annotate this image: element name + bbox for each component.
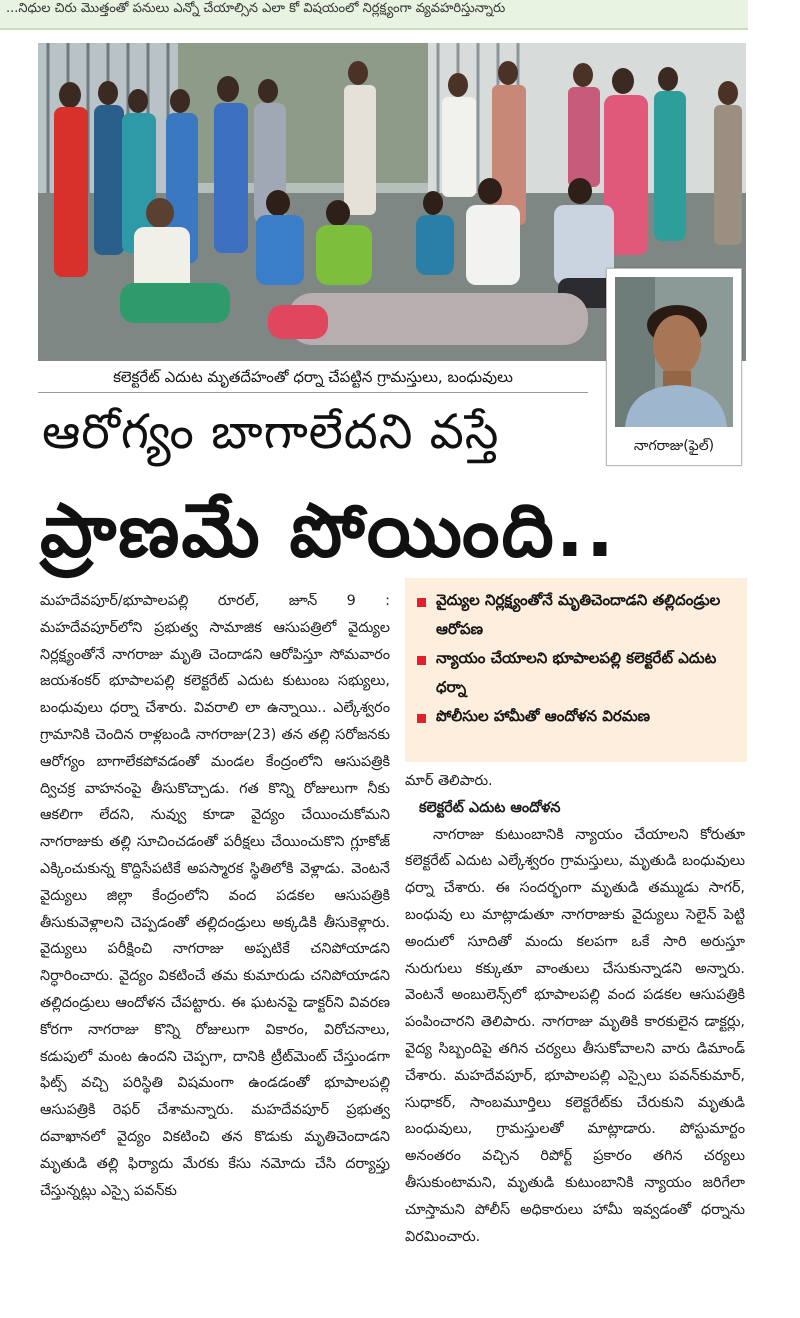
highlight-item (417, 586, 737, 644)
previous-article-strip: ...నిధుల చిరు మొత్తంతో పనులు ఎన్నో చేయాల్సిన ఎలా కో విషయంలో నిర్లక్ష్యంగా వ్యవహరిస్తున్నారు (0, 0, 748, 30)
photo-caption: కలెక్టరేట్ ఎదుట మృతదేహంతో ధర్నా చేపట్టిన గ్రామస్తులు, బంధువులు (38, 362, 588, 393)
article-right-column (405, 768, 745, 1298)
highlights-box (405, 578, 747, 762)
bullet-icon (417, 656, 426, 665)
victim-photo (615, 277, 733, 427)
article-left-column (40, 588, 390, 1298)
victim-inset (606, 268, 742, 466)
highlight-text: వైద్యుల నిర్లక్ష్యంతోనే మృతిచెందాడని తల్లిదండ్రుల ఆరోపణ (436, 591, 721, 638)
article-subheading: కలెక్టరేట్ ఎదుట ఆందోళన (419, 799, 561, 816)
highlight-text: న్యాయం చేయాలని భూపాలపల్లి కలెక్టరేట్ ఎదుట ధర్నా (436, 649, 717, 696)
article-paragraph: నాగరాజు కుటుంబానికి న్యాయం చేయాలని కోరుతూ కలెక్టరేట్ ఎదుట ఎల్కేశ్వరం గ్రామస్తులు, మృతుడి బంధువులు ధర్నా చేశారు. ఈ సందర్భంగా మృతుడి తమ్ముడు సాగర్, బంధువు లు మాట్లాడుతూ నాగరాజుకు వైద్యులు సెలైన్ పెట్టి అందులో సూదితో మందు కలపగా ఒకే సారి అరుస్తూ నురుగులు కక్కుతూ వాంతులు చేసుకున్నాడని అన్నారు. వెంటనే అంబులెన్స్‌లో భూపాలపల్లి వంద పడకల ఆసుపత్రికి పంపించారని తెలిపారు. నాగరాజు మృతికి కారకులైన డాక్టర్లు, వైద్య సిబ్బందిపై తగిన చర్యలు తీసుకోవాలని వారు డిమాండ్ చేశారు. మహదేవపూర్, భూపాలపల్లి ఎస్సైలు పవన్‌కుమార్, సుధాకర్, సాంబమూర్తిలు కలెక్టరేట్‌కు చేరుకుని మృతుడి బంధువులు, గ్రామస్తులతో మాట్లాడారు. పోస్టుమార్టం అనంతరం వచ్చిన రిపోర్ట్ ప్రకారం తగిన చర్యలు తీసుకుంటామని, మృతుడి కుటుంబానికి న్యాయం జరిగేలా చూస్తామని పోలీస్ అధికారులు హామీ ఇవ్వడంతో ధర్నాను విరమించారు. (405, 826, 745, 1245)
headline-line-2: ప్రాణమే పోయింది.. (40, 488, 616, 574)
inset-caption: నాగరాజు(ఫైల్) (633, 438, 715, 454)
highlight-item (417, 644, 737, 702)
bullet-icon (417, 714, 426, 723)
highlight-text: పోలీసుల హామీతో ఆందోళన విరమణ (436, 707, 651, 725)
headline-line-1: ఆరోగ్యం బాగాలేదని వస్తే (42, 404, 500, 460)
highlight-item (417, 702, 737, 731)
article-paragraph: మహదేవపూర్/భూపాలపల్లి రూరల్, జూన్ 9 : మహదేవపూర్‌లోని ప్రభుత్వ సామాజిక ఆసుపత్రిలో వైద్యుల నిర్లక్ష్యంతోనే నాగరాజు మృతి చెందాడని ఆరోపిస్తూ సోమవారం జయశంకర్ భూపాలపల్లి కలెక్టరేట్ ఎదుట కుటుంబ సభ్యులు, బంధువులు ధర్నా చేశారు. వివరాలి లా ఉన్నాయి.. ఎల్కేశ్వరం గ్రామానికి చెందిన రాళ్లబండి నాగరాజు(23) తన తల్లి సరోజనకు ఆరోగ్యం బాగాలేకపోవడంతో మండల కేంద్రంలోని ఆసుపత్రికి ద్విచక్ర వాహనంపై తీసుకొచ్చాడు. గత కొన్ని రోజులుగా నీకు ఆకలిగా లేదని, నువ్వు కూడా వైద్యం చేయించుకోమని నాగరాజుకు తల్లి సూచించడంతో పరీక్షలు చేయించుకొని గ్లూకోజ్ ఎక్కించుకున్న కొద్దిసేపటికే అపస్మారక స్థితిలోకి వెళ్లాడు. వెంటనే వైద్యులు జిల్లా కేంద్రంలోని వంద పడకల ఆసుపత్రికి తీసుకువెళ్లాలని చెప్పడంతో తల్లిదండ్రులు అక్కడికి తీసుకెళ్లారు. వైద్యులు పరీక్షించి నాగరాజు అప్పటికే చనిపోయాడని నిర్ధారించారు. వైద్యం వికటించే తమ కుమారుడు చనిపోయాడని తల్లిదండ్రులు ఆందోళన చేపట్టారు. ఈ ఘటనపై డాక్టర్‌ని వివరణ కోరగా నాగరాజు కొన్ని రోజులుగా వికారం, విరోచనాలు, కడుపులో మంట ఉందని చెప్పగా, దానికి ట్రీట్‌మెంట్ చేస్తుండగా ఫిట్స్ వచ్చి పరిస్థితి విషమంగా ఉండడంతో భూపాలపల్లి ఆసుపత్రికి రెఫర్ చేశామన్నారు. మహదేవపూర్ ప్రభుత్వ దవాఖానలో వైద్యం వికటించి తన కొడుకు మృతిచెందాడని మృతుడి తల్లి ఫిర్యాదు మేరకు కేసు నమోదు చేసి దర్యాప్తు చేస్తున్నట్లు ఎస్సై పవన్‌కు (40, 593, 390, 1199)
article-continuation: మార్ తెలిపారు. (405, 773, 493, 789)
bullet-icon (417, 598, 426, 607)
